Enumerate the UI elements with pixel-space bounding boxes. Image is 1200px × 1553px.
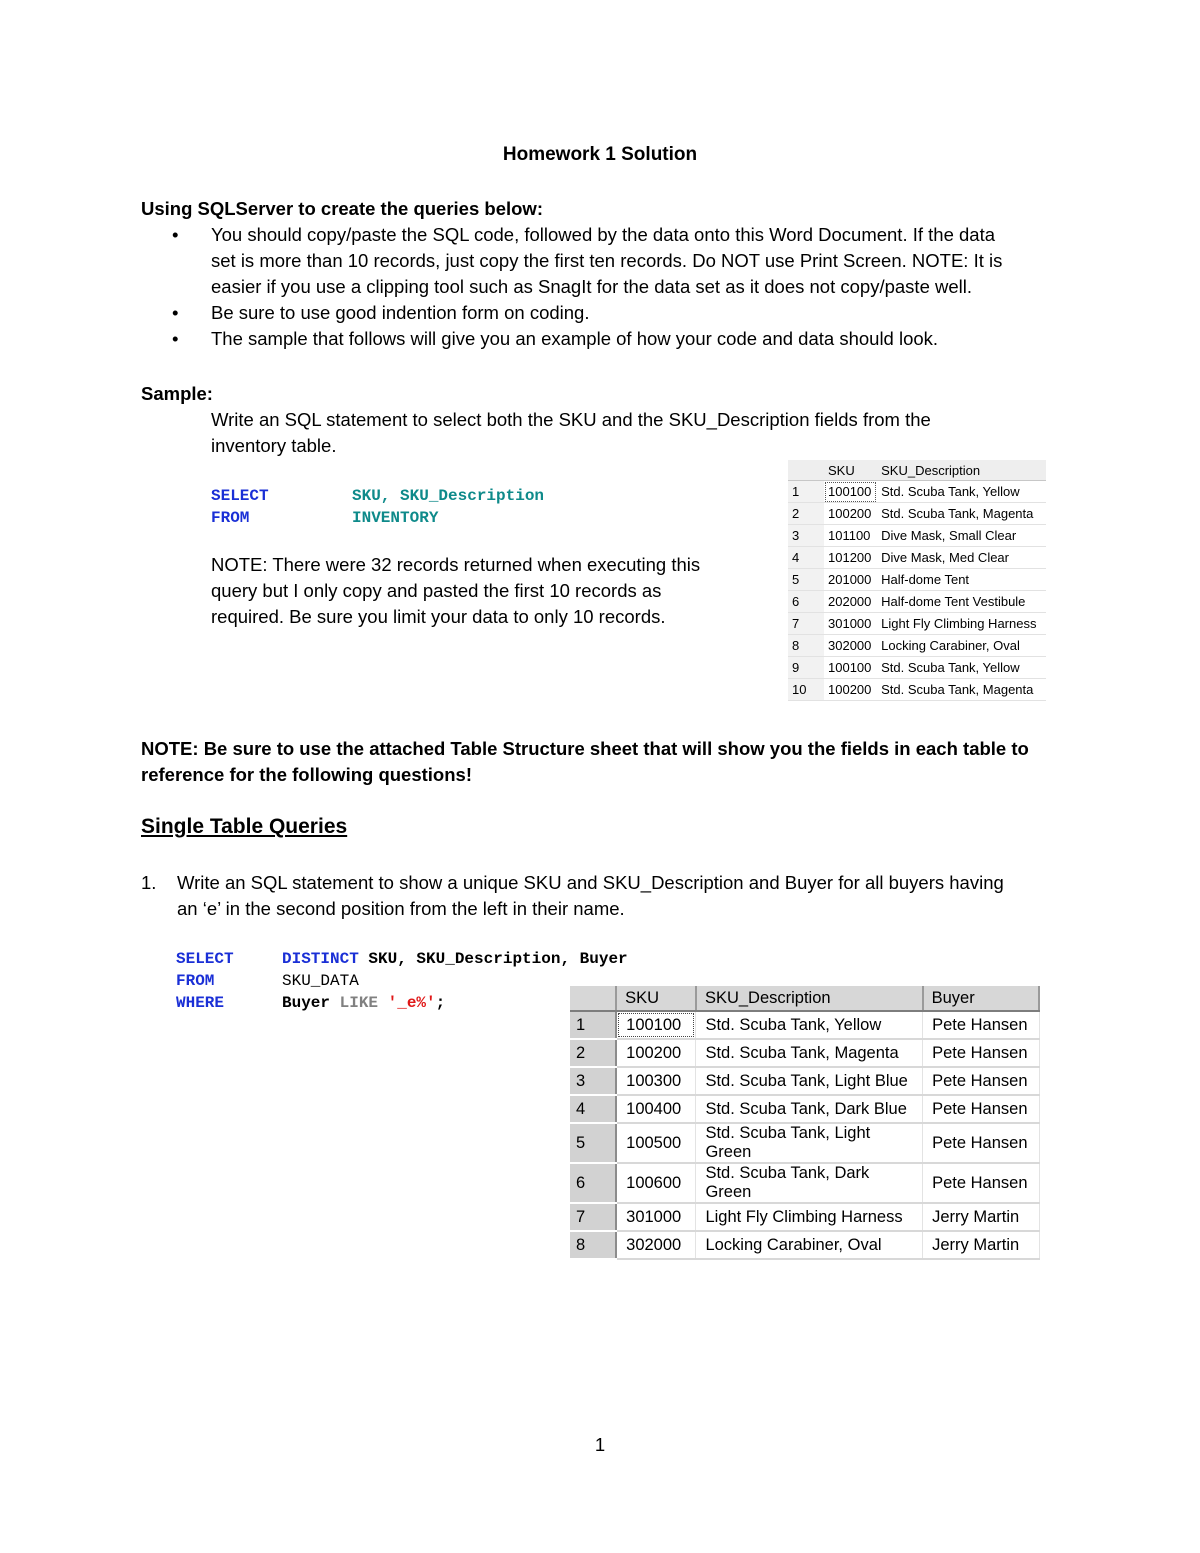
table-cell[interactable]: Locking Carabiner, Oval xyxy=(877,635,1046,657)
table-row[interactable] xyxy=(570,1163,1039,1203)
question-text-line1: Write an SQL statement to show a unique SKU and SKU_Description and Buyer for all buyers having xyxy=(177,872,1004,893)
table-row[interactable] xyxy=(570,1067,1039,1095)
sql-keyword-select: SELECT xyxy=(211,487,269,505)
row-number-cell[interactable]: 4 xyxy=(570,1095,616,1123)
column-header[interactable]: SKU xyxy=(616,986,696,1011)
table-cell[interactable]: Std. Scuba Tank, Magenta xyxy=(877,679,1046,701)
table-cell[interactable]: Std. Scuba Tank, Light Green xyxy=(696,1123,923,1163)
column-header[interactable]: SKU_Description xyxy=(696,986,923,1011)
sample-results-grid xyxy=(788,460,1046,701)
bullet-icon: • xyxy=(172,224,179,245)
instructions-list xyxy=(141,222,1002,352)
sample-description-line2: inventory table. xyxy=(211,435,337,456)
row-number-cell[interactable]: 5 xyxy=(570,1123,616,1163)
sample-note-line1: NOTE: There were 32 records returned when executing this xyxy=(211,554,701,575)
table-cell[interactable]: Pete Hansen xyxy=(923,1067,1039,1095)
table-cell[interactable]: 301000 xyxy=(824,613,877,635)
table-cell[interactable]: 100200 xyxy=(616,1039,696,1067)
table-cell[interactable]: Pete Hansen xyxy=(923,1095,1039,1123)
table-row[interactable] xyxy=(788,679,1046,701)
row-number-header xyxy=(788,460,824,481)
bullet-item: • Be sure to use good indention form on coding. xyxy=(141,300,1002,326)
table-cell[interactable]: Light Fly Climbing Harness xyxy=(877,613,1046,635)
row-number-cell[interactable]: 7 xyxy=(570,1203,616,1231)
row-number-cell[interactable]: 6 xyxy=(570,1163,616,1203)
row-number-cell[interactable]: 1 xyxy=(570,1011,616,1039)
row-number-cell[interactable]: 10 xyxy=(788,679,824,701)
bullet-item: • You should copy/paste the SQL code, followed by the data onto this Word Document. If the data xyxy=(141,222,1002,248)
table-row[interactable] xyxy=(570,1011,1039,1039)
table-row[interactable] xyxy=(788,613,1046,635)
table-structure-note-line1: NOTE: Be sure to use the attached Table Structure sheet that will show you the fields in each table to xyxy=(141,738,1029,759)
row-number-cell[interactable]: 1 xyxy=(788,481,824,503)
table-cell[interactable]: Pete Hansen xyxy=(923,1011,1039,1039)
bullet-item-continued: set is more than 10 records, just copy the first ten records. Do NOT use Print Screen. NOTE: It is xyxy=(211,250,1003,271)
table-row[interactable] xyxy=(570,1095,1039,1123)
bullet-icon: • xyxy=(172,328,179,349)
sql-keyword-from: FROM xyxy=(211,509,250,527)
table-cell[interactable]: Std. Scuba Tank, Yellow xyxy=(696,1011,923,1039)
table-row[interactable] xyxy=(570,1123,1039,1163)
table-cell[interactable]: 202000 xyxy=(824,591,877,613)
table-cell[interactable]: Jerry Martin xyxy=(923,1231,1039,1259)
table-cell[interactable]: Locking Carabiner, Oval xyxy=(696,1231,923,1259)
table-cell[interactable]: Pete Hansen xyxy=(923,1039,1039,1067)
where-column: Buyer xyxy=(282,994,340,1012)
table-cell[interactable]: 302000 xyxy=(616,1231,696,1259)
row-number-cell[interactable]: 4 xyxy=(788,547,824,569)
table-cell[interactable]: Jerry Martin xyxy=(923,1203,1039,1231)
table-cell[interactable]: 100200 xyxy=(824,503,877,525)
table-cell[interactable]: Half-dome Tent Vestibule xyxy=(877,591,1046,613)
sql-keyword-distinct: DISTINCT xyxy=(282,950,359,968)
page-number: 1 xyxy=(594,1434,606,1455)
table-cell[interactable]: 100100 xyxy=(616,1011,696,1039)
table-cell[interactable]: Pete Hansen xyxy=(923,1163,1039,1203)
table-row[interactable] xyxy=(788,635,1046,657)
row-number-cell[interactable]: 6 xyxy=(788,591,824,613)
column-header[interactable]: SKU_Description xyxy=(877,460,1046,481)
table-cell[interactable]: Std. Scuba Tank, Yellow xyxy=(877,481,1046,503)
table-cell[interactable]: Std. Scuba Tank, Dark Green xyxy=(696,1163,923,1203)
row-number-cell[interactable]: 8 xyxy=(570,1231,616,1259)
sample-sql-table: INVENTORY xyxy=(352,509,439,527)
table-cell[interactable]: Dive Mask, Med Clear xyxy=(877,547,1046,569)
table-cell[interactable]: 100300 xyxy=(616,1067,696,1095)
table-row[interactable] xyxy=(570,1203,1039,1231)
table-row[interactable] xyxy=(788,547,1046,569)
table-row[interactable] xyxy=(788,591,1046,613)
q1-results-grid xyxy=(570,986,1040,1260)
table-cell[interactable]: 100100 xyxy=(824,657,877,679)
row-number-cell[interactable]: 3 xyxy=(788,525,824,547)
bullet-item: • The sample that follows will give you an example of how your code and data should look. xyxy=(141,326,1002,352)
document-title: Homework 1 Solution xyxy=(502,144,698,165)
table-cell[interactable]: 100600 xyxy=(616,1163,696,1203)
row-number-cell[interactable]: 8 xyxy=(788,635,824,657)
bullet-item-continued: easier if you use a clipping tool such as SnagIt for the data set as it does not copy/paste well. xyxy=(211,276,973,297)
intro-heading: Using SQLServer to create the queries below: xyxy=(141,198,543,219)
row-number-cell[interactable]: 3 xyxy=(570,1067,616,1095)
sql-keyword-select: SELECT xyxy=(176,950,234,968)
grid-header-row xyxy=(788,460,1046,481)
table-cell[interactable]: Std. Scuba Tank, Light Blue xyxy=(696,1067,923,1095)
sql-keyword-from: FROM xyxy=(176,972,215,990)
table-cell[interactable]: 101100 xyxy=(824,525,877,547)
table-cell[interactable]: Std. Scuba Tank, Yellow xyxy=(877,657,1046,679)
row-number-header xyxy=(570,986,616,1011)
table-row[interactable] xyxy=(788,481,1046,503)
row-number-cell[interactable]: 7 xyxy=(788,613,824,635)
sample-description-line1: Write an SQL statement to select both the SKU and the SKU_Description fields from the xyxy=(211,409,931,430)
table-row[interactable] xyxy=(570,1231,1039,1259)
row-number-cell[interactable]: 5 xyxy=(788,569,824,591)
sample-note-line2: query but I only copy and pasted the first 10 records as xyxy=(211,580,662,601)
row-number-cell[interactable]: 9 xyxy=(788,657,824,679)
row-number-cell[interactable]: 2 xyxy=(788,503,824,525)
table-cell[interactable]: 100500 xyxy=(616,1123,696,1163)
like-pattern: '_e%' xyxy=(387,994,436,1012)
table-cell[interactable]: 100400 xyxy=(616,1095,696,1123)
table-cell[interactable]: Std. Scuba Tank, Magenta xyxy=(877,503,1046,525)
grid-header-row xyxy=(570,986,1039,1011)
column-header[interactable]: SKU xyxy=(824,460,877,481)
table-cell[interactable]: Half-dome Tent xyxy=(877,569,1046,591)
table-cell[interactable]: Std. Scuba Tank, Dark Blue xyxy=(696,1095,923,1123)
table-cell[interactable]: Light Fly Climbing Harness xyxy=(696,1203,923,1231)
table-cell[interactable]: 302000 xyxy=(824,635,877,657)
q1-sql-select-fields: SKU, SKU_Description, Buyer xyxy=(358,950,628,968)
table-cell[interactable]: 100200 xyxy=(824,679,877,701)
table-cell[interactable]: Std. Scuba Tank, Magenta xyxy=(696,1039,923,1067)
q1-sql-where-clause xyxy=(282,992,445,1014)
table-row[interactable] xyxy=(788,569,1046,591)
statement-terminator: ; xyxy=(435,994,446,1012)
sample-sql-code xyxy=(211,485,269,507)
sample-label: Sample: xyxy=(141,383,213,404)
table-row[interactable] xyxy=(570,1039,1039,1067)
table-row[interactable] xyxy=(788,525,1046,547)
sample-note-line3: required. Be sure you limit your data to only 10 records. xyxy=(211,606,666,627)
bullet-icon: • xyxy=(172,302,179,323)
q1-sql-select-line xyxy=(282,948,628,970)
table-cell[interactable]: 201000 xyxy=(824,569,877,591)
table-row[interactable] xyxy=(788,503,1046,525)
row-number-cell[interactable]: 2 xyxy=(570,1039,616,1067)
sample-sql-select-fields: SKU, SKU_Description xyxy=(352,487,545,505)
table-cell[interactable]: 101200 xyxy=(824,547,877,569)
table-cell[interactable]: 301000 xyxy=(616,1203,696,1231)
column-header[interactable]: Buyer xyxy=(923,986,1039,1011)
sql-keyword-like: LIKE xyxy=(339,994,388,1012)
question-number: 1. xyxy=(141,872,157,893)
section-title: Single Table Queries xyxy=(141,815,348,838)
q1-sql-table: SKU_DATA xyxy=(282,972,359,990)
table-cell[interactable]: Pete Hansen xyxy=(923,1123,1039,1163)
table-cell[interactable]: Dive Mask, Small Clear xyxy=(877,525,1046,547)
table-structure-note-line2: reference for the following questions! xyxy=(141,764,472,785)
sql-keyword-where: WHERE xyxy=(176,994,225,1012)
question-text-line2: an ‘e’ in the second position from the left in their name. xyxy=(177,898,625,919)
table-row[interactable] xyxy=(788,657,1046,679)
table-cell[interactable]: 100100 xyxy=(824,481,877,503)
